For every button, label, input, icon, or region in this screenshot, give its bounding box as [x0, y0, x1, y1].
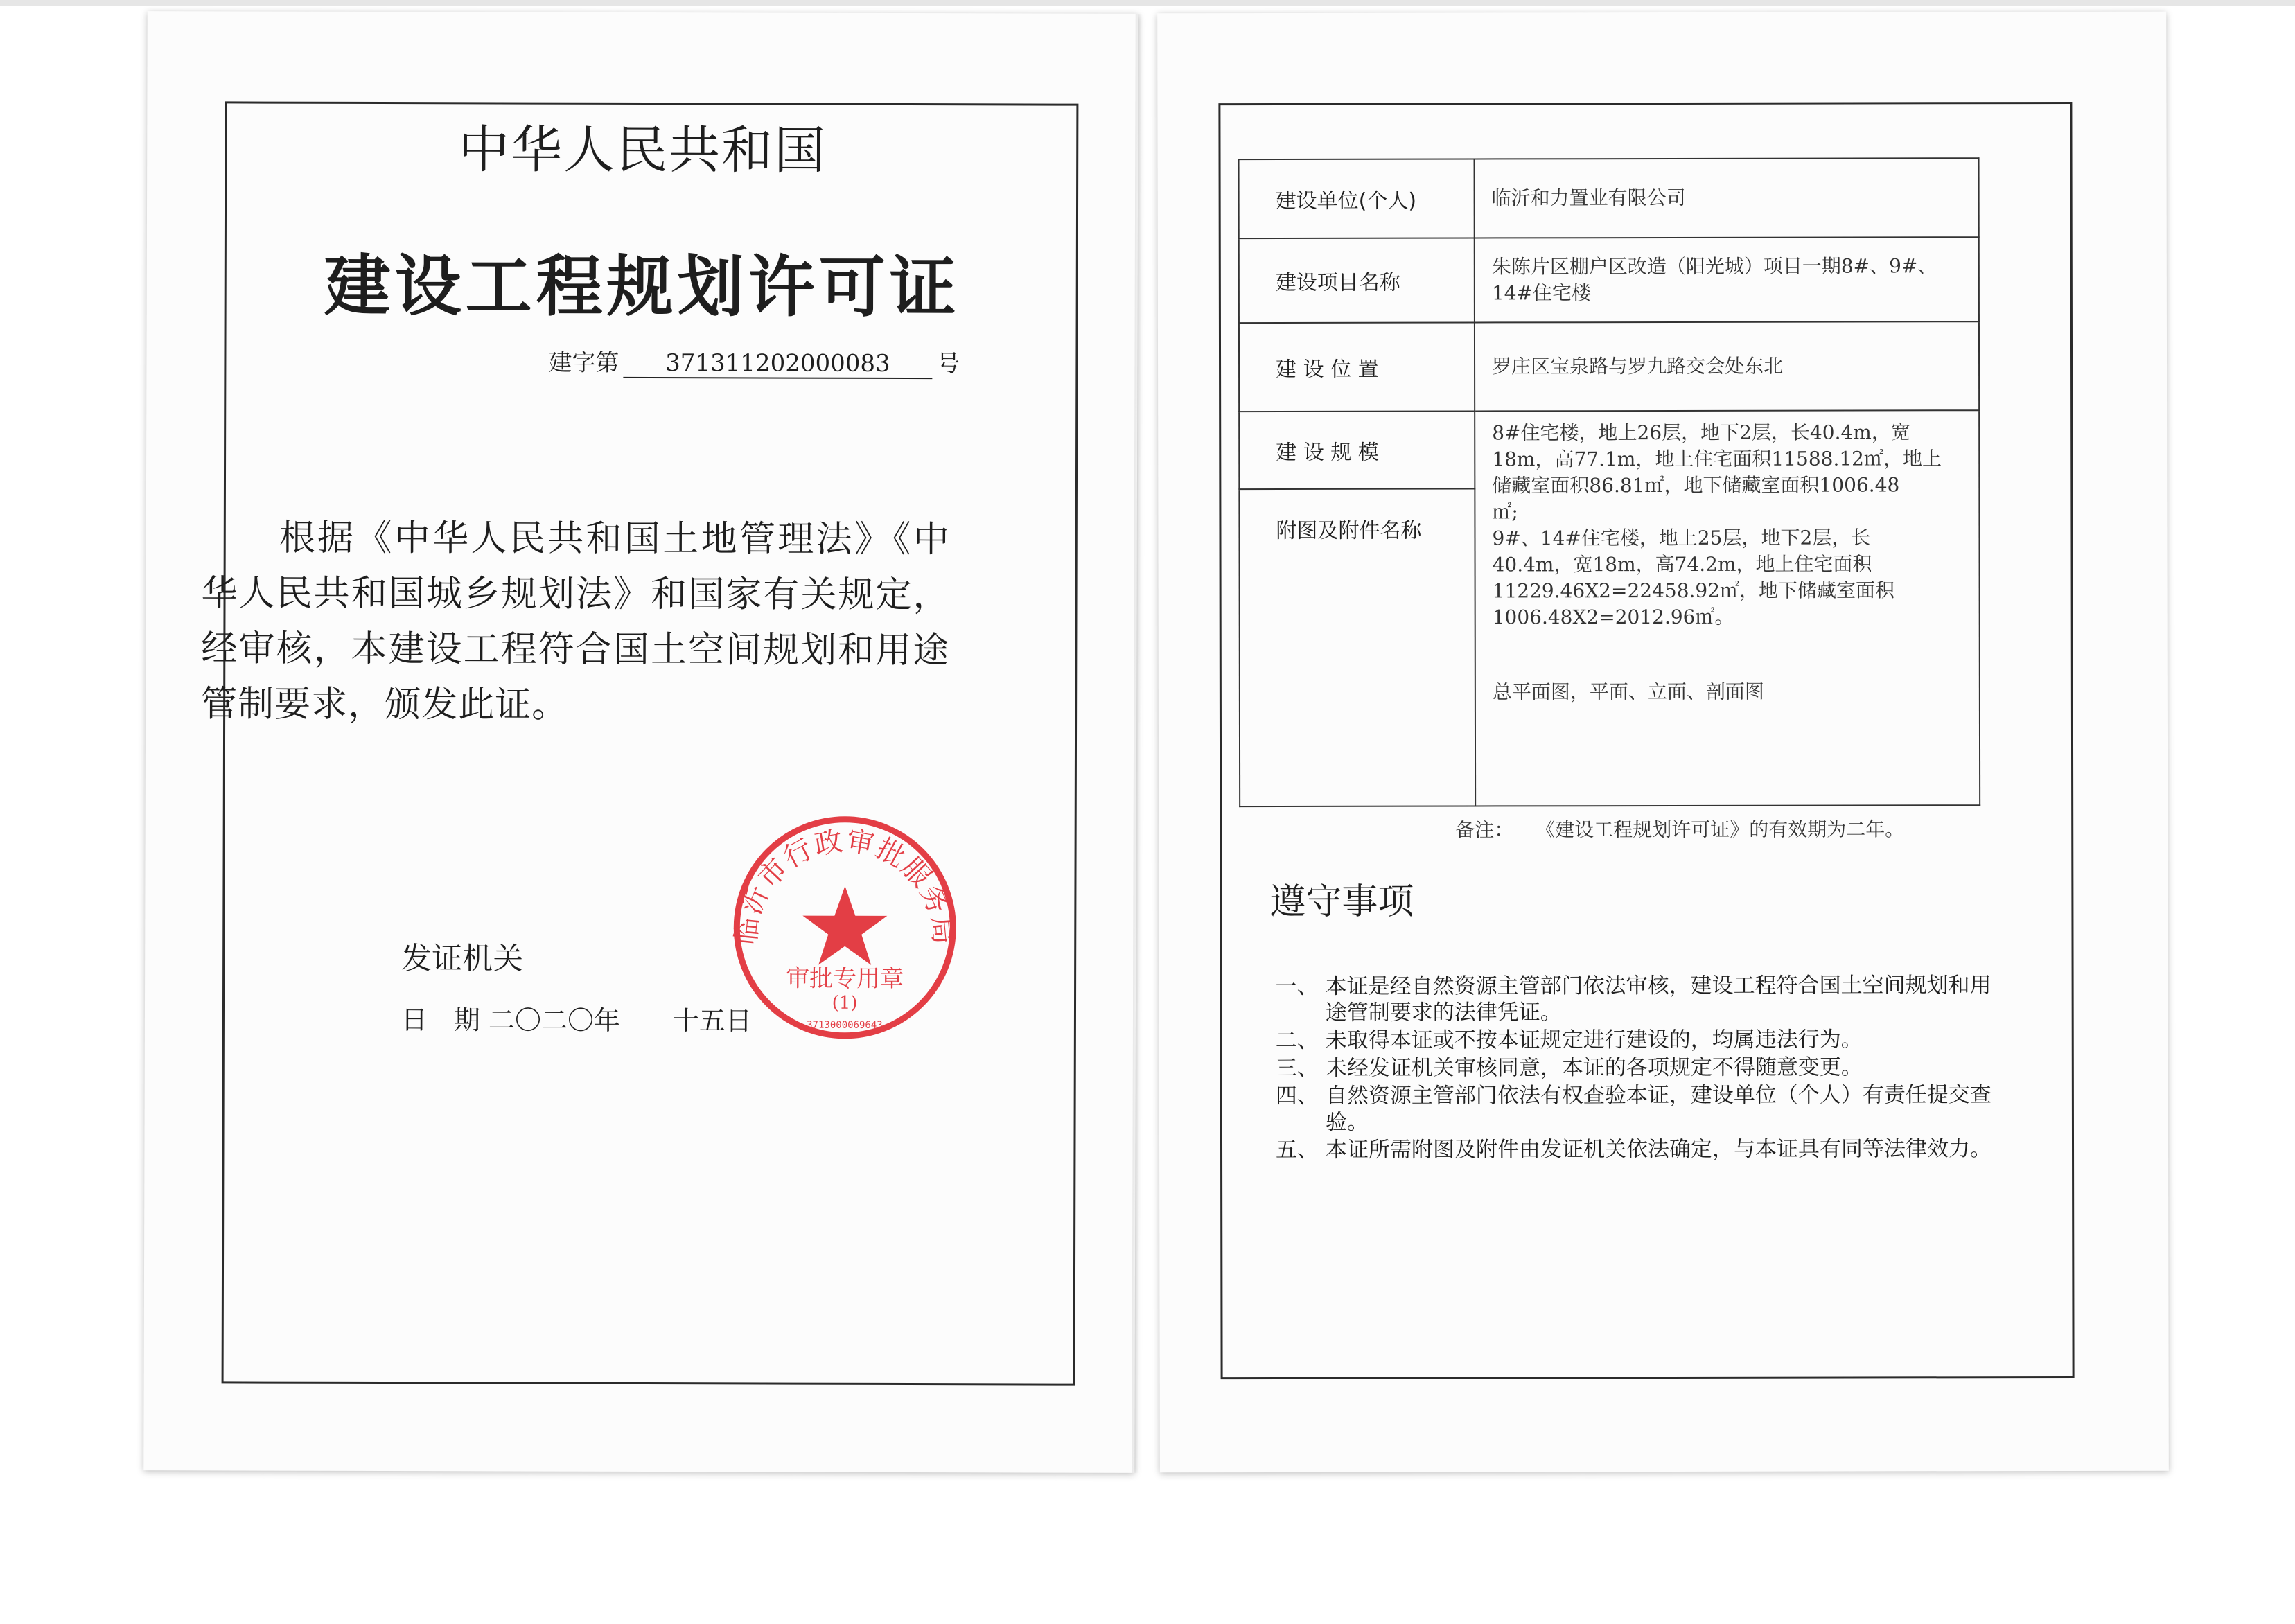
notice-text: 自然资源主管部门依法有权查验本证，建设单位（个人）有责任提交查验。 — [1325, 1082, 1991, 1135]
cell-spacer — [1493, 705, 1962, 777]
notice-text: 未取得本证或不按本证规定进行建设的，均属违法行为。 — [1325, 1027, 1863, 1053]
country-title: 中华人民共和国 — [458, 120, 827, 181]
notice-index: 四、 — [1275, 1083, 1319, 1109]
unit-label: 建设单位(个人) — [1239, 159, 1475, 238]
scale-line: 1006.48X2=2012.96㎡。 — [1492, 605, 1734, 629]
notice-text: 本证所需附图及附件由发证机关依法确定，与本证具有同等法律效力。 — [1325, 1136, 1992, 1163]
notice-list — [1276, 972, 2010, 1165]
certificate-body-text: 根据《中华人民共和国土地管理法》《中华人民共和国城乡规划法》和国家有关规定，经审核，本建设工程符合国土空间规划和用途管制要求，颁发此证。 — [201, 517, 950, 726]
remark-text: 《建设工程规划许可证》的有效期为二年。 — [1545, 818, 1905, 842]
location-value: 罗庄区宝泉路与罗九路交会处东北 — [1475, 321, 1979, 411]
seal-sub-text: (1) — [832, 992, 858, 1014]
certificate-number-line — [548, 344, 960, 380]
notice-index: 二、 — [1275, 1027, 1319, 1053]
scale-line: 40.4m，宽18m，高74.2m，地上住宅面积 — [1492, 552, 1872, 576]
issuer-label: 发证机关 — [401, 941, 524, 977]
cert-suffix: 号 — [936, 350, 960, 378]
scan-edge — [0, 0, 2295, 6]
project-label: 建设项目名称 — [1239, 238, 1475, 323]
scale-line: 储藏室面积86.81㎡，地下储藏室面积1006.48 — [1492, 473, 1900, 497]
scale-line: ㎡; — [1492, 500, 1518, 524]
scale-line: 8#住宅楼，地上26层，地下2层，长40.4m，宽 — [1492, 421, 1910, 445]
project-info-table — [1238, 157, 1981, 807]
unit-value: 临沂和力置业有限公司 — [1475, 158, 1979, 238]
document-title: 建设工程规划许可证 — [324, 247, 960, 327]
attachment-value: 总平面图，平面、立面、剖面图 — [1492, 680, 1764, 704]
table-row — [1239, 158, 1979, 238]
notice-text: 未经发证机关审核同意，本证的各项规定不得随意变更。 — [1325, 1054, 1863, 1081]
attachment-label: 附图及附件名称 — [1239, 488, 1475, 806]
list-item — [1276, 972, 2010, 1026]
official-seal-icon — [730, 813, 960, 1042]
notice-index: 五、 — [1275, 1137, 1319, 1163]
issue-date-row — [401, 998, 752, 1037]
table-row — [1239, 410, 1979, 489]
scale-label: 建 设 规 模 — [1239, 411, 1475, 489]
date-value: 二〇二〇年 十五日 — [489, 1005, 753, 1036]
list-item — [1276, 1082, 2010, 1136]
cert-prefix: 建字第 — [548, 348, 619, 377]
seal-ring-text: 临沂市行政审批服务局 — [730, 824, 960, 947]
date-label: 日 期 — [401, 1005, 481, 1036]
remark-line — [1455, 814, 1904, 842]
list-item — [1276, 1136, 2010, 1163]
scale-and-attachments-value — [1475, 410, 1980, 806]
table-row — [1239, 237, 1979, 323]
seal-center-text: 审批专用章 — [786, 964, 904, 993]
notice-title: 遵守事项 — [1269, 881, 1414, 923]
certificate-details-page — [1157, 12, 2169, 1473]
certificate-front-page — [143, 11, 1138, 1473]
seal-code: 3713000069643 — [807, 1019, 883, 1031]
project-value: 朱陈片区棚户区改造（阳光城）项目一期8#、9#、14#住宅楼 — [1475, 237, 1979, 322]
list-item — [1276, 1026, 2010, 1054]
scale-line: 18m，高77.1m，地上住宅面积11588.12㎡，地上 — [1492, 447, 1942, 471]
cert-number: 371311202000083 — [623, 349, 932, 379]
list-item — [1276, 1054, 2010, 1082]
remark-label: 备注： — [1455, 818, 1514, 842]
scale-line: 9#、14#住宅楼，地上25层，地下2层，长 — [1492, 526, 1871, 550]
notice-text: 本证是经自然资源主管部门依法审核，建设工程符合国土空间规划和用途管制要求的法律凭证。 — [1325, 973, 1991, 1025]
notice-index: 一、 — [1275, 973, 1319, 999]
location-label: 建 设 位 置 — [1239, 322, 1475, 412]
scale-line: 11229.46X2=22458.92㎡，地下储藏室面积 — [1492, 579, 1895, 603]
table-row — [1239, 321, 1979, 412]
notice-index: 三、 — [1275, 1055, 1319, 1081]
